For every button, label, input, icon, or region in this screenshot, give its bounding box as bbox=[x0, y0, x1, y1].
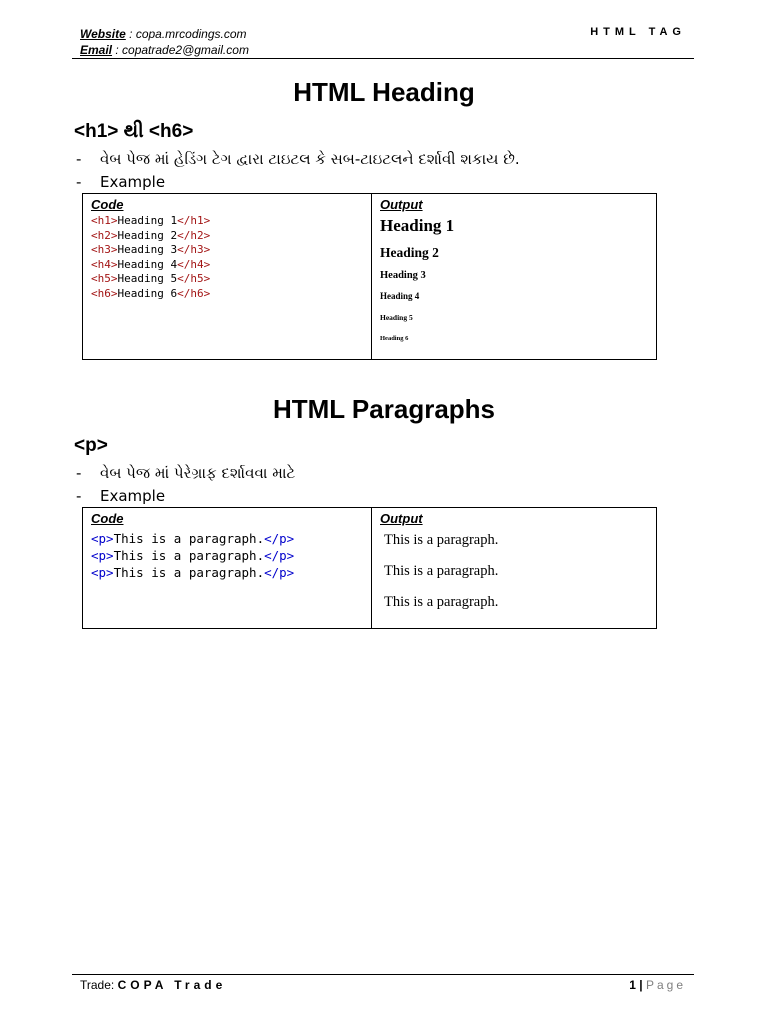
email-line: Email : copatrade2@gmail.com bbox=[80, 43, 249, 57]
code-line: <h4>Heading 4</h4> bbox=[91, 257, 211, 271]
code-line: <p>This is a paragraph.</p> bbox=[91, 565, 295, 580]
code-line: <h2>Heading 2</h2> bbox=[91, 228, 211, 242]
website-label: Website bbox=[80, 27, 126, 41]
heading-code-block bbox=[91, 214, 363, 301]
heading-output-cell bbox=[372, 194, 657, 360]
code-label: Code bbox=[91, 197, 124, 212]
website-line: Website : copa.mrcodings.com bbox=[80, 27, 247, 41]
page-number: 1 | Page bbox=[629, 978, 686, 992]
page-header bbox=[72, 26, 694, 59]
website-value: copa.mrcodings.com bbox=[135, 27, 247, 41]
paragraph-output-cell bbox=[372, 508, 657, 629]
heading-section-subtitle: <h1> થી <h6> bbox=[74, 121, 194, 142]
paragraph-code-cell bbox=[83, 508, 372, 629]
heading-bullet-2: - Example bbox=[76, 173, 166, 191]
email-label: Email bbox=[80, 43, 113, 57]
output-heading-1: Heading 1 bbox=[380, 216, 455, 235]
code-line: <h6>Heading 6</h6> bbox=[91, 286, 211, 300]
code-line: <p>This is a paragraph.</p> bbox=[91, 548, 295, 563]
output-heading-2: Heading 2 bbox=[380, 245, 439, 260]
heading-example-table bbox=[82, 193, 657, 360]
output-paragraph-2: This is a paragraph. bbox=[384, 563, 499, 579]
header-topic: HTML TAG bbox=[590, 26, 686, 38]
footer-trade bbox=[80, 978, 226, 992]
code-label: Code bbox=[91, 511, 124, 526]
page-footer bbox=[72, 974, 694, 992]
output-label: Output bbox=[380, 511, 423, 526]
trade-value: COPA Trade bbox=[117, 978, 227, 992]
output-label: Output bbox=[380, 197, 423, 212]
paragraph-section-title: HTML Paragraphs bbox=[272, 394, 495, 424]
code-line: <h3>Heading 3</h3> bbox=[91, 243, 211, 256]
code-line: <h1>Heading 1</h1> bbox=[91, 214, 211, 227]
paragraph-bullet-1: - વેબ પેજ માં પેરેગ્રાફ દર્શાવવા માટે bbox=[76, 464, 296, 482]
paragraph-section-subtitle: <p> bbox=[74, 435, 108, 456]
heading-code-cell bbox=[83, 194, 372, 360]
paragraph-example-table bbox=[82, 507, 657, 629]
paragraph-bullet-2: - Example bbox=[76, 487, 166, 505]
code-line: <p>This is a paragraph.</p> bbox=[91, 531, 295, 546]
output-paragraph-3: This is a paragraph. bbox=[384, 594, 499, 610]
email-value: copatrade2@gmail.com bbox=[122, 43, 249, 57]
heading-section-title: HTML Heading bbox=[293, 77, 475, 107]
output-heading-6: Heading 6 bbox=[380, 335, 409, 342]
output-heading-5: Heading 5 bbox=[380, 313, 413, 322]
code-line: <h5>Heading 5</h5> bbox=[91, 272, 211, 285]
paragraph-code-block bbox=[91, 530, 363, 581]
trade-label: Trade: bbox=[80, 978, 115, 992]
output-heading-4: Heading 4 bbox=[380, 291, 420, 301]
heading-bullet-1: - વેબ પેજ માં હેડિંગ ટેગ દ્વારા ટાઇટલ કે સબ-ટાઇટલને દર્શાવી શકાય છે. bbox=[76, 150, 520, 168]
output-heading-3: Heading 3 bbox=[380, 270, 426, 281]
output-paragraph-1: This is a paragraph. bbox=[384, 532, 499, 548]
